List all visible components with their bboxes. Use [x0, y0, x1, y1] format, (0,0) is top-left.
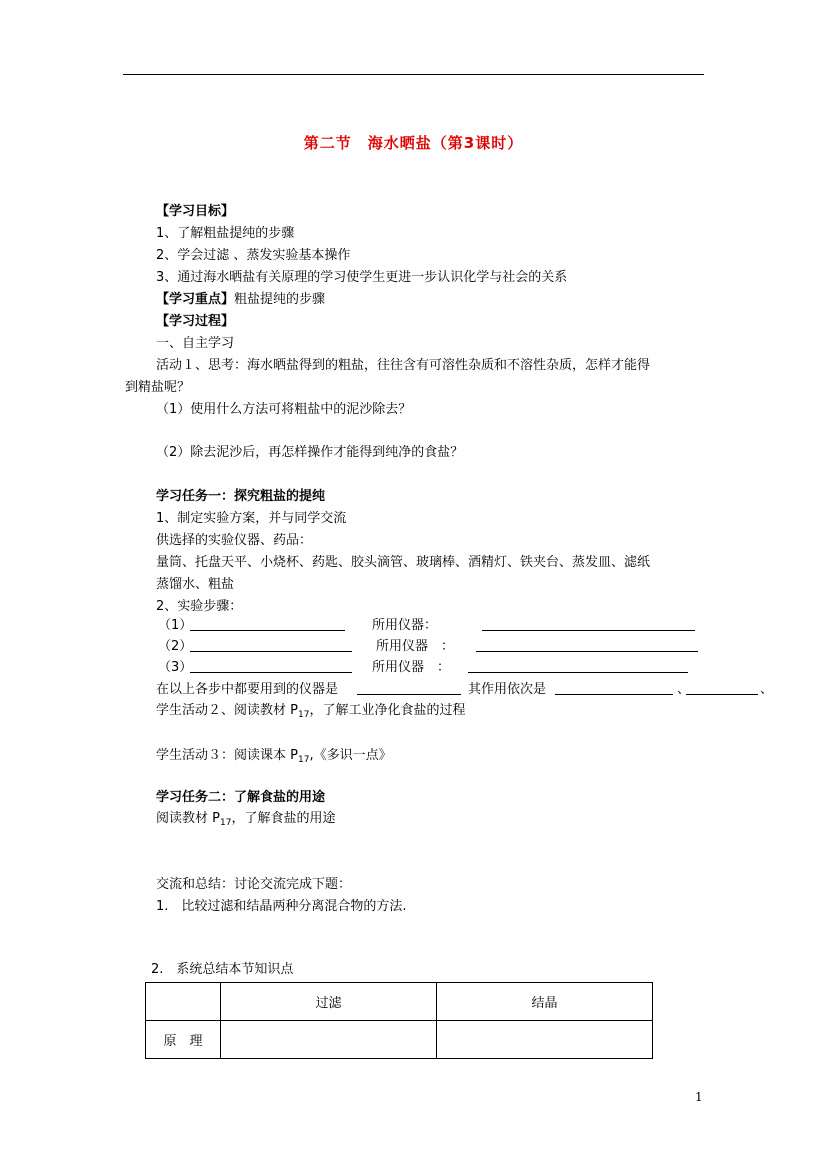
- task2-heading: 学习任务二：了解食盐的用途: [156, 790, 326, 805]
- activity3-text-b: ,《多识一点》: [309, 748, 392, 763]
- summary-table: [145, 982, 653, 1059]
- common-instrument-blank[interactable]: [357, 681, 461, 695]
- activity2-text-a: 学生活动２、阅读教材 P: [156, 703, 298, 718]
- function-blank-1[interactable]: [555, 681, 673, 695]
- task1-line3: 量筒、托盘天平、小烧杯、药匙、胶头滴管、玻璃棒、酒精灯、铁夹台、蒸发皿、滤纸: [156, 555, 651, 570]
- task2-text-b: ，了解食盐的用途: [231, 811, 336, 826]
- question-2: （2）除去泥沙后，再怎样操作才能得到纯净的食盐？: [156, 445, 464, 460]
- step-1-label: 所用仪器：: [372, 618, 438, 633]
- function-blank-2[interactable]: [686, 681, 758, 695]
- table-header-filtration: 过滤: [221, 983, 437, 1021]
- step-2-blank[interactable]: [190, 638, 352, 652]
- activity1-line1: 活动１、思考：海水晒盐得到的粗盐，往往含有可溶性杂质和不溶性杂质，怎样才能得: [156, 358, 651, 373]
- common-instrument-text: 在以上各步中都要用到的仪器是: [156, 682, 339, 697]
- task1-line1: 1、制定实验方案，并与同学交流: [156, 511, 347, 526]
- activity2-line: [156, 702, 465, 724]
- page-title: 第二节 海水晒盐（第3课时）: [303, 134, 524, 152]
- task2-text-a: 阅读教材 P: [156, 811, 220, 826]
- table-row-label: 原 理: [146, 1021, 221, 1059]
- step-1-blank[interactable]: [190, 617, 345, 631]
- summary-heading: 交流和总结：讨论交流完成下题：: [156, 877, 352, 892]
- step-3-blank[interactable]: [190, 659, 352, 673]
- focus-text: 粗盐提纯的步骤: [234, 292, 326, 307]
- table-cell-filtration[interactable]: [221, 1021, 437, 1059]
- activity1-line2: 到精盐呢？: [125, 380, 191, 395]
- separator-1: 、: [677, 682, 691, 697]
- task1-line2: 供选择的实验仪器、药品：: [156, 533, 313, 548]
- summary-item-1: 1. 比较过滤和结晶两种分离混合物的方法.: [156, 899, 407, 914]
- process-heading: 【学习过程】: [156, 314, 235, 329]
- page-number: 1: [695, 1090, 703, 1104]
- step-3-instrument-blank[interactable]: [468, 659, 688, 673]
- self-study-heading: 一、自主学习: [156, 336, 235, 351]
- task1-line5: 2、实验步骤：: [156, 599, 243, 614]
- task1-line4: 蒸馏水、粗盐: [156, 577, 235, 592]
- table-header-crystallization: 结晶: [437, 983, 653, 1021]
- task1-heading: 学习任务一：探究粗盐的提纯: [156, 489, 326, 504]
- step-2-label: 所用仪器 ：: [376, 639, 455, 654]
- step-3-number: （3）: [158, 660, 193, 675]
- step-1-number: （1）: [158, 618, 193, 633]
- table-row: [146, 1021, 653, 1059]
- separator-2: 、: [760, 682, 774, 697]
- header-rule: [123, 74, 704, 75]
- summary-item-2: 2. 系统总结本节知识点: [151, 962, 294, 977]
- objective-1: 1、了解粗盐提纯的步骤: [156, 226, 295, 241]
- step-2-instrument-blank[interactable]: [476, 638, 698, 652]
- task2-line: [156, 810, 335, 832]
- table-cell-crystallization[interactable]: [437, 1021, 653, 1059]
- table-header-empty: [146, 983, 221, 1021]
- activity3-line: [156, 747, 392, 769]
- step-2-number: （2）: [158, 639, 193, 654]
- table-header-row: [146, 983, 653, 1021]
- step-1-instrument-blank[interactable]: [482, 617, 695, 631]
- activity3-text-a: 学生活动３：阅读课本 P: [156, 748, 298, 763]
- objective-2: 2、学会过滤 、蒸发实验基本操作: [156, 248, 351, 263]
- step-3-label: 所用仪器 ：: [372, 660, 451, 675]
- objectives-heading: 【学习目标】: [156, 204, 235, 219]
- focus-line: [156, 291, 325, 309]
- activity2-text-b: ，了解工业净化食盐的过程: [309, 703, 466, 718]
- objective-3: 3、通过海水晒盐有关原理的学习使学生更进一步认识化学与社会的关系: [156, 270, 568, 285]
- activity2-page-sub: 17: [297, 710, 310, 720]
- activity3-page-sub: 17: [297, 755, 310, 765]
- focus-heading: 【学习重点】: [156, 292, 235, 307]
- function-order-text: 其作用依次是: [468, 682, 547, 697]
- question-1: （1）使用什么方法可将粗盐中的泥沙除去？: [156, 402, 412, 417]
- task2-page-sub: 17: [219, 818, 232, 828]
